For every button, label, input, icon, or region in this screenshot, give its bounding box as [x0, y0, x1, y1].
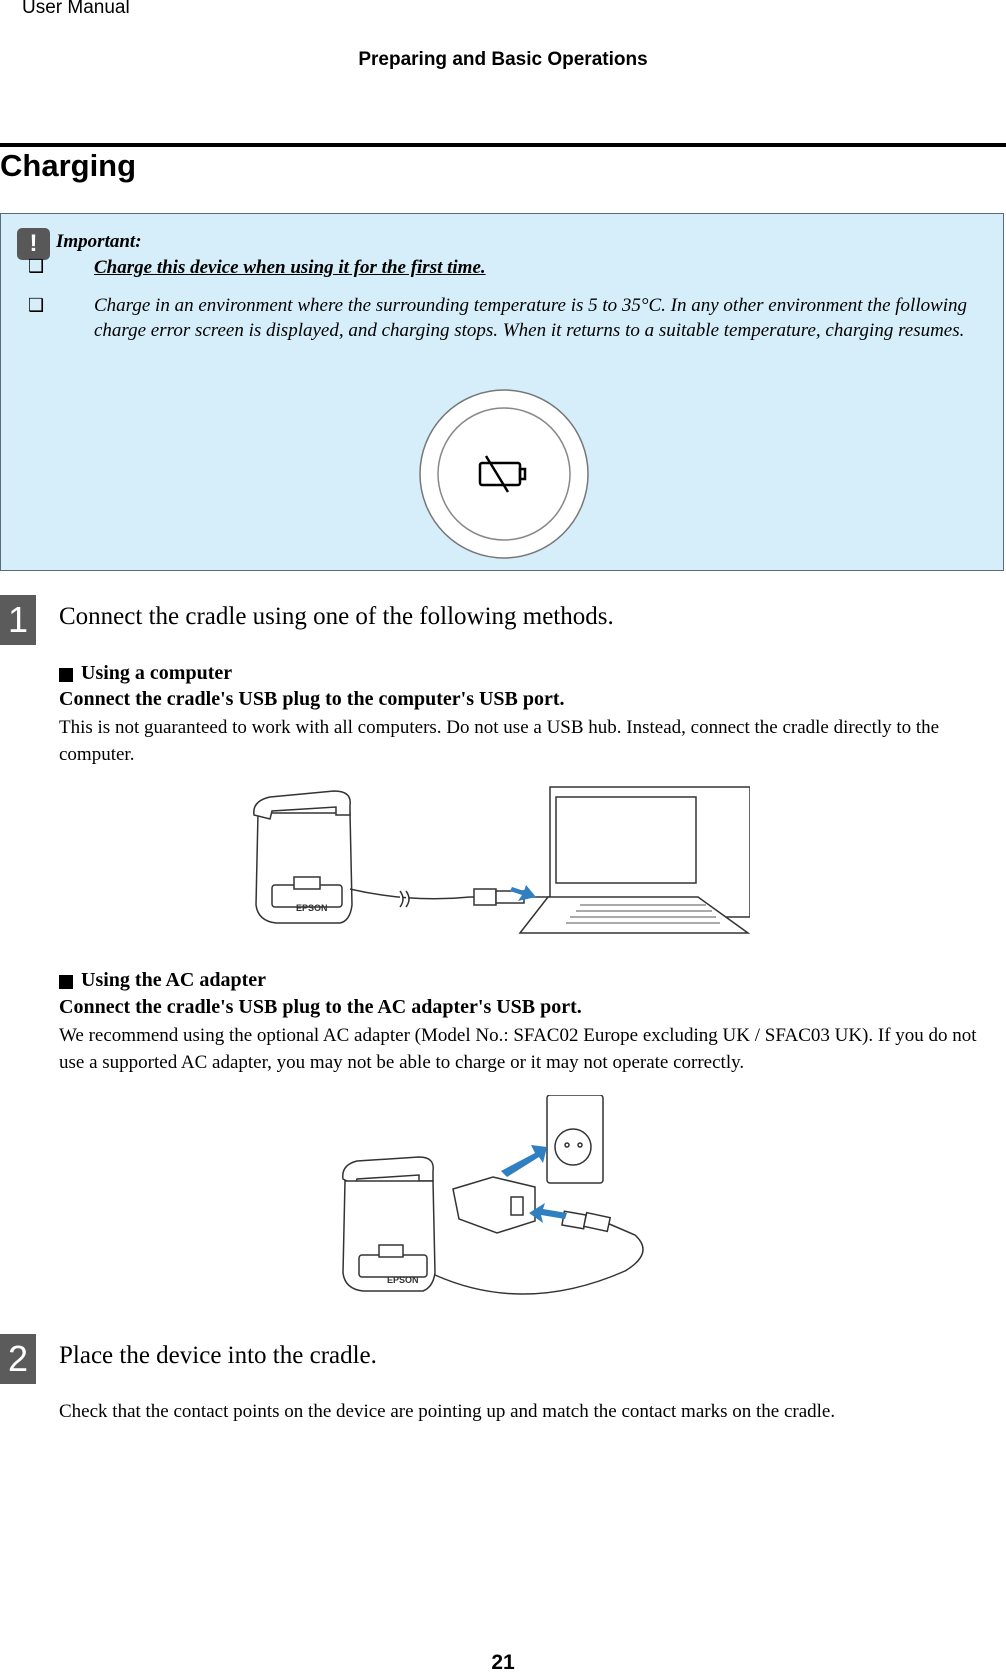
important-item: Charge in an environment where the surrounding temperature is 5 to 35°C. In any other environment the following charge error screen is displayed, and charging stops. When it returns to a suitable temperature, charging resumes. — [94, 295, 968, 341]
cradle-brand-label: EPSON — [387, 1275, 419, 1285]
method-note: This is not guaranteed to work with all computers. Do not use a USB hub. Instead, connect the cradle directly to the computer. — [59, 717, 940, 765]
square-bullet-icon — [59, 668, 73, 682]
charge-error-screen — [418, 388, 590, 560]
important-item: Charge this device when using it for the first time. — [94, 257, 486, 278]
method-note: We recommend using the optional AC adapter (Model No.: SFAC02 Europe excluding UK / SFAC03 UK). If you do not use a supported AC adapter, you may not be able to charge or it may not operate correctly. — [59, 1025, 977, 1073]
step-title: Place the device into the cradle. — [59, 1342, 377, 1369]
method-heading: Using the AC adapter — [81, 969, 267, 991]
section-header: Preparing and Basic Operations — [358, 49, 648, 70]
document-title: User Manual — [22, 0, 130, 18]
heading-rule — [0, 143, 1006, 147]
step-number: 1 — [0, 595, 36, 645]
method-instruction: Connect the cradle's USB plug to the computer's USB port. — [59, 688, 565, 710]
page-number: 21 — [491, 1651, 515, 1674]
step-number: 2 — [0, 1334, 36, 1384]
page-heading: Charging — [0, 148, 137, 183]
exclamation-icon: ! — [17, 228, 50, 260]
method-instruction: Connect the cradle's USB plug to the AC adapter's USB port. — [59, 996, 582, 1018]
checkbox-bullet-icon: ❑ — [28, 256, 45, 276]
step-title: Connect the cradle using one of the following methods. — [59, 603, 614, 630]
plug-arrow-icon — [501, 1145, 547, 1177]
cradle-ac-adapter-illustration — [335, 1095, 680, 1310]
square-bullet-icon — [59, 975, 73, 989]
checkbox-bullet-icon: ❑ — [28, 295, 45, 315]
important-label: Important: — [56, 231, 142, 252]
cradle-computer-illustration — [250, 785, 750, 935]
cradle-brand-label: EPSON — [296, 903, 328, 913]
method-heading: Using a computer — [81, 662, 233, 684]
step-note: Check that the contact points on the device are pointing up and match the contact marks on the cradle. — [59, 1401, 836, 1422]
